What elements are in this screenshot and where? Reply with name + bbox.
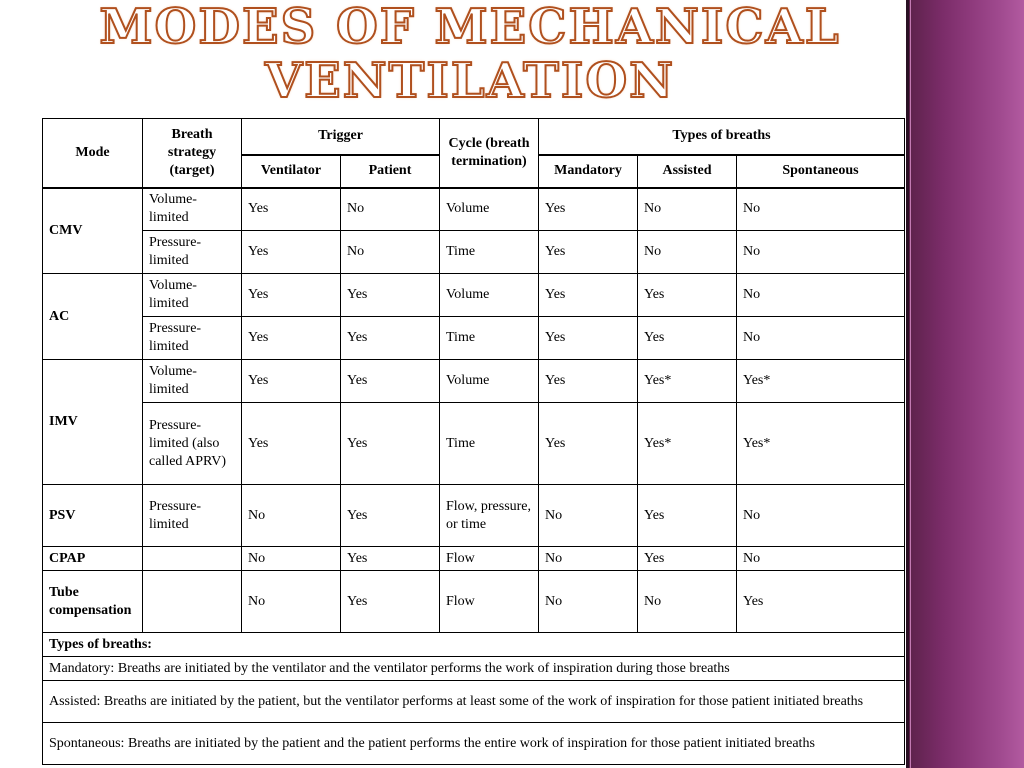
strategy-cell [143,547,242,571]
table-row [43,403,905,485]
ventilator-trigger-cell: Yes [242,317,341,360]
strategy-cell: Volume-limited [143,274,242,317]
patient-trigger-cell: Yes [341,547,440,571]
spontaneous-cell: No [737,231,905,274]
table-row [43,274,905,317]
table-row [43,547,905,571]
strategy-cell: Pressure-limited [143,317,242,360]
cycle-cell: Flow [440,547,539,571]
mode-cell: AC [43,274,143,360]
mode-cell: CPAP [43,547,143,571]
strategy-cell: Pressure-limited [143,231,242,274]
ventilator-trigger-cell: No [242,571,341,633]
ventilator-trigger-cell: Yes [242,188,341,231]
patient-trigger-cell: Yes [341,485,440,547]
notes-heading: Types of breaths: [43,633,905,657]
ventilation-modes-table [42,118,905,765]
strategy-cell: Volume-limited [143,188,242,231]
spontaneous-cell: Yes [737,571,905,633]
note-mandatory: Mandatory: Breaths are initiated by the ventilator and the ventilator performs the work of inspiration during those breaths [43,657,905,681]
header-breath-strategy: Breath strategy (target) [143,119,242,188]
patient-trigger-cell: Yes [341,317,440,360]
patient-trigger-cell: No [341,231,440,274]
cycle-cell: Volume [440,188,539,231]
cycle-cell: Flow [440,571,539,633]
cycle-cell: Time [440,317,539,360]
cycle-cell: Volume [440,360,539,403]
cycle-cell: Time [440,403,539,485]
mode-cell: Tube compensation [43,571,143,633]
patient-trigger-cell: No [341,188,440,231]
assisted-cell: Yes* [638,403,737,485]
table-row [43,188,905,231]
mandatory-cell: Yes [539,360,638,403]
mandatory-cell: Yes [539,274,638,317]
strategy-cell: Pressure-limited (also called APRV) [143,403,242,485]
spontaneous-cell: No [737,317,905,360]
header-spontaneous: Spontaneous [737,155,905,188]
header-types-of-breaths: Types of breaths [539,119,905,155]
assisted-cell: Yes [638,485,737,547]
mandatory-cell: Yes [539,317,638,360]
assisted-cell: No [638,188,737,231]
table-row [43,485,905,547]
mandatory-cell: Yes [539,403,638,485]
cycle-cell: Time [440,231,539,274]
ventilator-trigger-cell: Yes [242,274,341,317]
slide-left-edge [0,0,8,768]
assisted-cell: Yes [638,317,737,360]
decorative-side-band [906,0,1024,768]
mode-cell: CMV [43,188,143,274]
ventilator-trigger-cell: Yes [242,231,341,274]
title-line-1: MODES OF MECHANICAL [99,0,841,55]
header-mode: Mode [43,119,143,188]
table-row [43,317,905,360]
mandatory-cell: No [539,485,638,547]
note-spontaneous: Spontaneous: Breaths are initiated by the patient and the patient performs the entire work of inspiration for those patient initiated breaths [43,723,905,765]
strategy-cell [143,571,242,633]
spontaneous-cell: No [737,485,905,547]
ventilator-trigger-cell: Yes [242,360,341,403]
strategy-cell: Volume-limited [143,360,242,403]
table-row [43,571,905,633]
mandatory-cell: Yes [539,231,638,274]
ventilator-trigger-cell: No [242,485,341,547]
mandatory-cell: Yes [539,188,638,231]
slide-title [40,0,900,108]
assisted-cell: No [638,231,737,274]
patient-trigger-cell: Yes [341,360,440,403]
header-assisted: Assisted [638,155,737,188]
spontaneous-cell: No [737,274,905,317]
patient-trigger-cell: Yes [341,274,440,317]
ventilator-trigger-cell: No [242,547,341,571]
assisted-cell: No [638,571,737,633]
cycle-cell: Volume [440,274,539,317]
title-line-2: VENTILATION [264,53,676,109]
header-trigger-patient: Patient [341,155,440,188]
table-row [43,360,905,403]
assisted-cell: Yes [638,274,737,317]
header-trigger: Trigger [242,119,440,155]
spontaneous-cell: No [737,547,905,571]
ventilator-trigger-cell: Yes [242,403,341,485]
table-row [43,231,905,274]
cycle-cell: Flow, pressure, or time [440,485,539,547]
assisted-cell: Yes* [638,360,737,403]
assisted-cell: Yes [638,547,737,571]
spontaneous-cell: Yes* [737,360,905,403]
spontaneous-cell: Yes* [737,403,905,485]
strategy-cell: Pressure-limited [143,485,242,547]
patient-trigger-cell: Yes [341,571,440,633]
mandatory-cell: No [539,571,638,633]
header-trigger-ventilator: Ventilator [242,155,341,188]
mode-cell: IMV [43,360,143,485]
spontaneous-cell: No [737,188,905,231]
patient-trigger-cell: Yes [341,403,440,485]
mode-cell: PSV [43,485,143,547]
note-assisted: Assisted: Breaths are initiated by the patient, but the ventilator performs at least some of the work of inspiration for those patient initiated breaths [43,681,905,723]
mandatory-cell: No [539,547,638,571]
header-cycle: Cycle (breath termination) [440,119,539,188]
header-mandatory: Mandatory [539,155,638,188]
